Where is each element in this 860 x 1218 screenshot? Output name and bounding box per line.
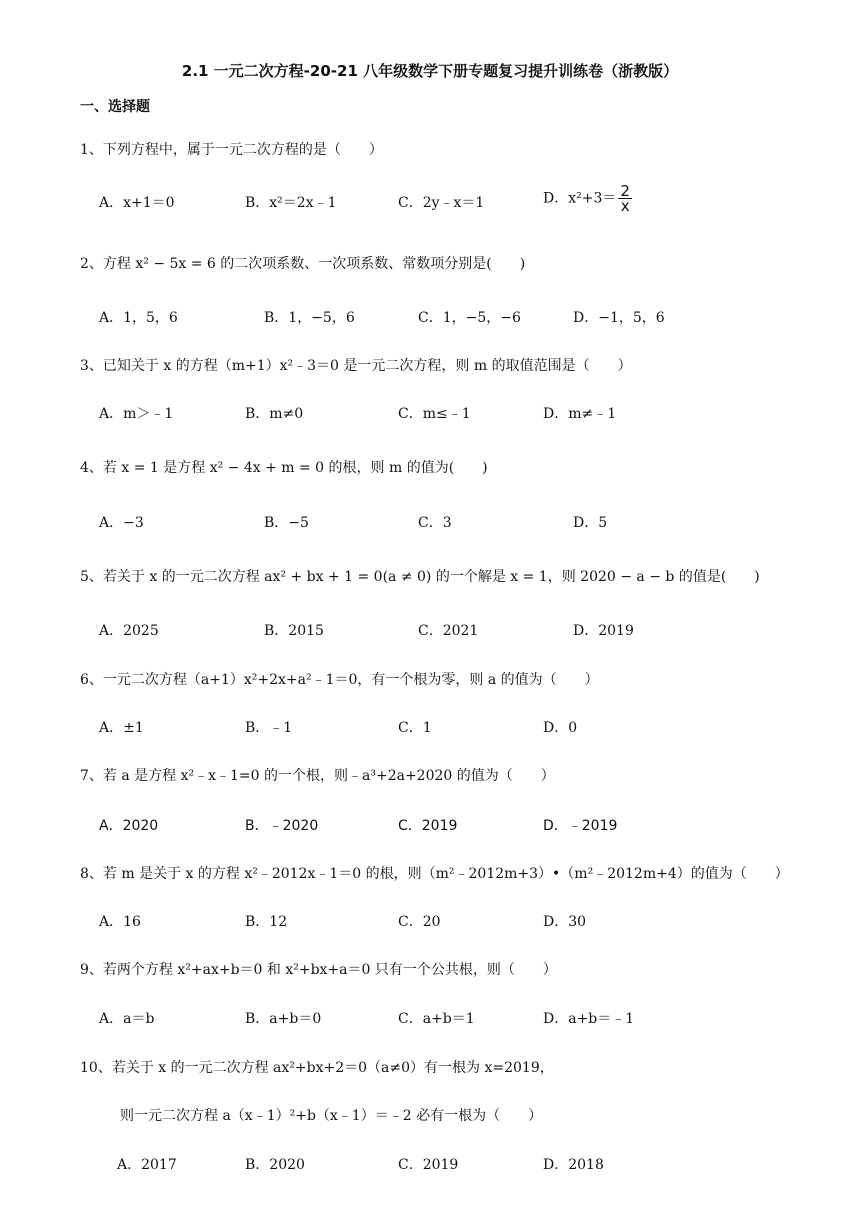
- option-c: C．2019: [398, 1157, 459, 1173]
- option-d: D．0: [543, 720, 578, 736]
- option-b: B．x²＝2x﹣1: [245, 195, 337, 211]
- fraction: [618, 184, 632, 213]
- option-a: A．x+1＝0: [99, 195, 175, 211]
- option-a: A．2017: [117, 1157, 177, 1173]
- question-8-options: [0, 911, 860, 933]
- page-title: 2.1 一元二次方程-20-21 八年级数学下册专题复习提升训练卷（浙教版）: [181, 62, 679, 80]
- question-9-options: [0, 1008, 860, 1030]
- section-heading: 一、选择题: [80, 99, 150, 115]
- question-3-options: [0, 403, 860, 425]
- option-a: A．±1: [99, 720, 144, 736]
- option-d: [543, 184, 632, 213]
- question-6-stem: 6、一元二次方程（a+1）x²+2x+a²﹣1＝0，有一个根为零，则 a 的值为（ ）: [80, 672, 599, 688]
- option-c: C．a+b＝1: [398, 1011, 475, 1027]
- option-c: C．1: [398, 720, 432, 736]
- question-3-stem: 3、已知关于 x 的方程（m+1）x²﹣3＝0 是一元二次方程，则 m 的取值范围是（ ）: [80, 358, 632, 374]
- option-c: C．20: [398, 914, 441, 930]
- question-8-stem: 8、若 m 是关于 x 的方程 x²﹣2012x﹣1＝0 的根，则（m²﹣2012m+3）•（m²﹣2012m+4）的值为（ ）: [80, 866, 789, 882]
- option-b: B．−5: [264, 515, 309, 531]
- question-10-stem-continued: 则一元二次方程 a（x﹣1）²+b（x﹣1）＝﹣2 必有一根为（ ）: [120, 1108, 543, 1124]
- option-d: D．2019: [573, 623, 634, 639]
- option-a: A．a＝b: [99, 1011, 155, 1027]
- option-d: D．2018: [543, 1157, 604, 1173]
- option-d: D．a+b＝﹣1: [543, 1011, 635, 1027]
- question-2-options: [0, 307, 860, 329]
- question-6-options: [0, 717, 860, 739]
- option-b: B．2020: [245, 1157, 305, 1173]
- option-b: B．m≠0: [245, 406, 304, 422]
- option-c: C．3: [418, 515, 452, 531]
- option-b: B．a+b＝0: [245, 1011, 322, 1027]
- option-a: A．m＞﹣1: [99, 406, 174, 422]
- option-a: A．−3: [99, 515, 144, 531]
- option-b: B．2015: [264, 623, 324, 639]
- question-2-stem: 2、方程 x² − 5x = 6 的二次项系数、一次项系数、常数项分别是( ): [80, 256, 526, 272]
- question-10-stem: 10、若关于 x 的一元二次方程 ax²+bx+2＝0（a≠0）有一根为 x=2019，: [80, 1060, 554, 1076]
- question-5-stem: 5、若关于 x 的一元二次方程 ax² + bx + 1 = 0(a ≠ 0) 的一个解是 x = 1，则 2020 − a − b 的值是( ): [80, 569, 760, 585]
- fraction-numerator: 2: [620, 182, 630, 200]
- option-d: D．−1，5，6: [573, 310, 665, 326]
- option-d-text: D．x²+3＝: [543, 190, 617, 207]
- question-4-stem: 4、若 x = 1 是方程 x² − 4x + m = 0 的根，则 m 的值为( ): [80, 460, 488, 476]
- option-d: D．﹣2019: [543, 818, 618, 834]
- option-c: C．1，−5，−6: [418, 310, 521, 326]
- option-b: B．12: [245, 914, 288, 930]
- question-7-options: [0, 815, 860, 837]
- question-7-stem: 7、若 a 是方程 x²﹣x﹣1=0 的一个根，则﹣a³+2a+2020 的值为（ ）: [80, 768, 555, 784]
- fraction-denominator: x: [620, 197, 630, 215]
- option-b: B．1，−5，6: [264, 310, 355, 326]
- question-9-stem: 9、若两个方程 x²+ax+b＝0 和 x²+bx+a＝0 只有一个公共根，则（ ）: [80, 962, 557, 978]
- option-d: D．m≠﹣1: [543, 406, 617, 422]
- option-b: B．﹣1: [245, 720, 293, 736]
- option-b: B．﹣2020: [245, 818, 319, 834]
- option-c: C．m≤﹣1: [398, 406, 471, 422]
- option-d: D．5: [573, 515, 608, 531]
- question-1-stem: 1、下列方程中，属于一元二次方程的是（ ）: [80, 142, 383, 158]
- question-1-options: [0, 182, 860, 215]
- question-4-options: [0, 512, 860, 534]
- option-d: D．30: [543, 914, 587, 930]
- option-a: A．16: [99, 914, 141, 930]
- option-c: C．2y﹣x＝1: [398, 195, 485, 211]
- question-5-options: [0, 620, 860, 642]
- option-a: A．2025: [99, 623, 159, 639]
- option-c: C．2021: [418, 623, 479, 639]
- question-10-options: [0, 1154, 860, 1176]
- option-c: C．2019: [398, 818, 458, 834]
- option-a: A．2020: [99, 818, 159, 834]
- option-a: A．1，5，6: [99, 310, 178, 326]
